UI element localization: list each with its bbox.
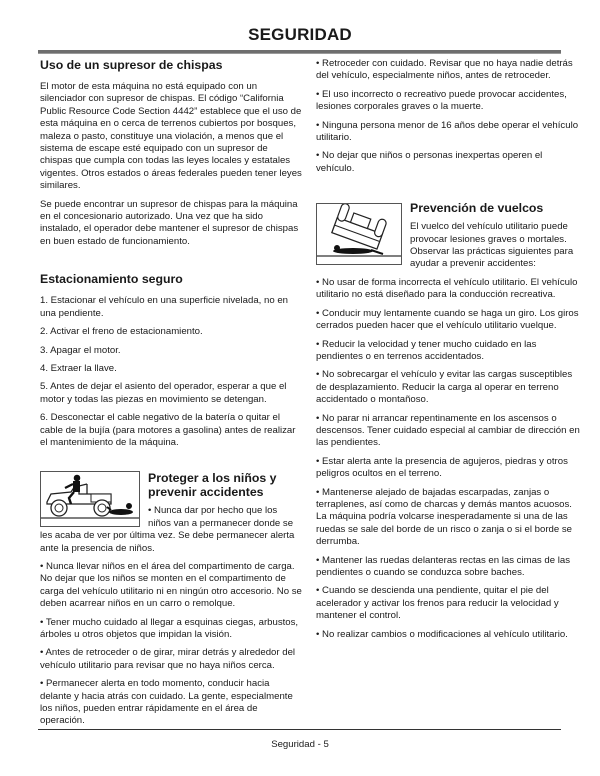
list-item: • Estar alerta ante la presencia de agujeros, piedras y otros peligros ocultos en el terreno. <box>316 455 568 480</box>
paragraph: El vuelco del vehículo utilitario puede provocar lesiones graves o mortales. Observar las prácticas siguientes para ayudar a prevenir accidentes: <box>410 221 574 270</box>
section-heading: Estacionamiento seguro <box>40 272 183 287</box>
list-item: • Nunca dar por hecho que los niños van a permanecer donde se les acaba de ver por última vez. Se debe permanecer alerta ante la presencia de niños. <box>40 505 295 554</box>
protect-children-continued <box>316 58 582 175</box>
page-number: Seguridad - 5 <box>271 739 329 750</box>
list-item: • Ninguna persona menor de 16 años debe operar el vehículo utilitario. <box>316 119 579 144</box>
right-column <box>316 58 582 647</box>
list-item: • Mantenerse alejado de bajadas escarpadas, zanjas o terraplenes, así como de charcas y demás mantos acuosos. La máquina podría volcarse inesperadamente si una de las ruedas se sale del borde de un risco o zanja o si el borde se derrumba. <box>316 486 572 548</box>
title-divider <box>38 50 561 54</box>
list-item: • Permanecer alerta en todo momento, conducir hacia delante y hacia atrás con cuidado. La gente, especialmente los niños, pueden entrar rápidamente en el área de operación. <box>40 678 293 727</box>
section-heading: Prevención de vuelcos <box>410 201 544 216</box>
section-heading: Uso de un supresor de chispas <box>40 58 223 72</box>
rollover-prevention-section <box>316 201 582 641</box>
list-item: 3. Apagar el motor. <box>40 344 121 356</box>
list-item: 5. Antes de dejar el asiento del operador, esperar a que el motor y todas las piezas en movimiento se detengan. <box>40 381 287 405</box>
list-item: 1. Estacionar el vehículo en una superficie nivelada, no en una pendiente. <box>40 295 288 319</box>
list-item: • Retroceder con cuidado. Revisar que no haya nadie detrás del vehículo, especialmente niños, antes de retroceder. <box>316 58 573 82</box>
list-item: • Tener mucho cuidado al llegar a esquinas ciegas, arbustos, árboles u otros objetos que impidan la visión. <box>40 616 299 640</box>
footer-divider <box>38 729 561 730</box>
list-item: 2. Activar el freno de estacionamiento. <box>40 326 203 338</box>
protect-children-section <box>40 471 302 728</box>
list-item: • Nunca llevar niños en el área del compartimento de carga. No dejar que los niños se monten en el compartimento de carga del vehículo utilitario ni en ningún otro accesorio. No se deben acarrear niños en un carro o remolque. <box>40 560 302 610</box>
page-title: SEGURIDAD <box>248 25 352 44</box>
section-heading: Proteger a los niños y prevenir accidentes <box>148 471 277 500</box>
safe-parking-section <box>40 272 302 449</box>
list-item: • No sobrecargar el vehículo y evitar las cargas susceptibles de desplazamiento. Reducir la carga al operar en terreno accidentado o montañoso. <box>316 369 573 406</box>
list-item: • El uso incorrecto o recreativo puede provocar accidentes, lesiones corporales graves o la muerte. <box>316 88 567 113</box>
left-column <box>40 58 302 734</box>
list-item: • Antes de retroceder o de girar, mirar detrás y alrededor del vehículo utilitario para revisar que no haya niños cerca. <box>40 647 296 671</box>
list-item: 6. Desconectar el cable negativo de la batería o quitar el cable de la bujía (para motores a gasolina) antes de realizar el mantenimiento de la máquina. <box>40 412 296 448</box>
spark-arrestor-section <box>40 58 302 248</box>
paragraph: El motor de esta máquina no está equipado con un silenciador con supresor de chispas. El código “California Public Resource Code Section 4442” establece que el uso de esta máquina en o cerca de terrenos cubiertos por bosques, maleza o pasto, constituye una violación, a menos que el sistema de escape esté equipado con un supresor de chispas que cumpla con todas las leyes locales y estatales vigentes. Otros estados o áreas federales pueden tener leyes similares. <box>40 81 302 192</box>
list-item: • No realizar cambios o modificaciones al vehículo utilitario. <box>316 628 568 640</box>
list-item: 4. Extraer la llave. <box>40 362 117 374</box>
list-item: • Reducir la velocidad y tener mucho cuidado en las pendientes o en terrenos accidentados. <box>316 338 537 362</box>
paragraph: Se puede encontrar un supresor de chispas para la máquina en el concesionario autorizado. Una vez que ha sido instalado, el operador debe mantener el supresor de chispas en buen estado de funcionamiento. <box>40 198 299 247</box>
vehicle-child-hazard-icon <box>40 471 140 527</box>
list-item: • No dejar que niños o personas inexpertas operen el vehículo. <box>316 150 543 174</box>
list-item: • Cuando se descienda una pendiente, quitar el pie del acelerador y activar los frenos para reducir la velocidad y mantener el control. <box>316 585 559 622</box>
vehicle-rollover-hazard-icon <box>316 203 402 265</box>
list-item: • No usar de forma incorrecta el vehículo utilitario. El vehículo utilitario no está diseñado para la conducción recreativa. <box>316 276 578 301</box>
list-item: • No parar ni arrancar repentinamente en los ascensos o descensos. Tener cuidado especial al cambiar de dirección en las pendientes. <box>316 412 580 449</box>
list-item: • Conducir muy lentamente cuando se haga un giro. Los giros cerrados pueden hacer que el vehículo utilitario vuelque. <box>316 307 579 332</box>
list-item: • Mantener las ruedas delanteras rectas en las cimas de las pendientes o cuando se conduzca sobre baches. <box>316 554 570 578</box>
